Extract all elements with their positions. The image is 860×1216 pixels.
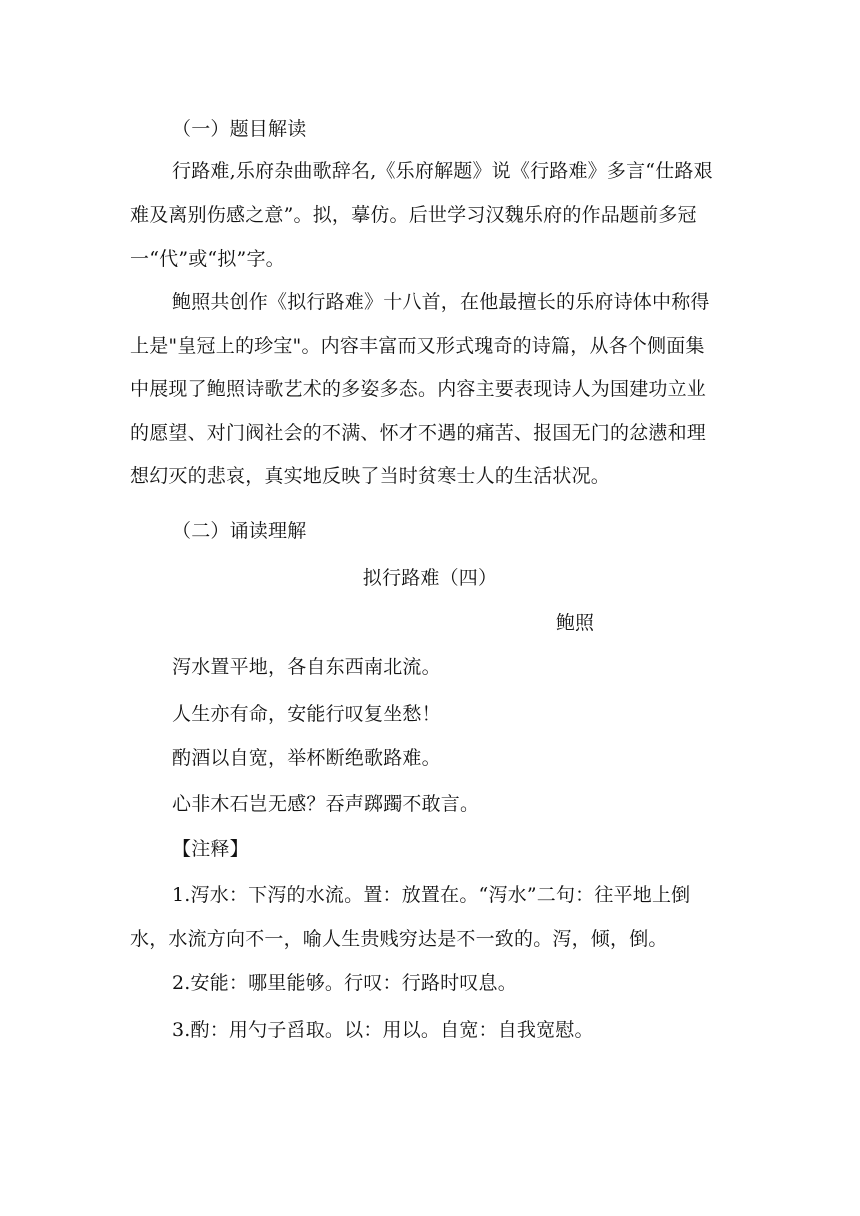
notes-heading: 【注释】 xyxy=(172,838,249,860)
note-line: 1.泻水：下泻的水流。置：放置在。“泻水”二句：往平地上倒 xyxy=(172,884,691,906)
paragraph-2-line: 上是"皇冠上的珍宝"。内容丰富而又形式瑰奇的诗篇，从各个侧面集 xyxy=(130,335,705,357)
note-line: 2.安能：哪里能够。行叹：行路时叹息。 xyxy=(172,972,517,994)
section-heading-1: （一）题目解读 xyxy=(172,118,307,140)
poem-line: 酌酒以自宽，举杯断绝歌路难。 xyxy=(172,747,441,769)
paragraph-2-line: 想幻灭的悲哀，真实地反映了当时贫寒士人的生活状况。 xyxy=(130,465,611,487)
paragraph-1-line: 一“代”或“拟”字。 xyxy=(130,248,285,270)
paragraph-1-line: 行路难,乐府杂曲歌辞名,《乐府解题》说《行路难》多言“仕路艰 xyxy=(172,160,713,182)
paragraph-2-line: 鲍照共创作《拟行路难》十八首，在他最擅长的乐府诗体中称得 xyxy=(172,291,710,313)
paragraph-1-line: 难及离别伤感之意”。拟，摹仿。后世学习汉魏乐府的作品题前多冠 xyxy=(130,204,697,226)
poem-title: 拟行路难（四） xyxy=(362,567,498,589)
poem-line: 人生亦有命，安能行叹复坐愁！ xyxy=(172,703,441,725)
poem-line: 泻水置平地，各自东西南北流。 xyxy=(172,656,441,678)
paragraph-2-line: 中展现了鲍照诗歌艺术的多姿多态。内容主要表现诗人为国建功立业 xyxy=(130,378,707,400)
note-line: 水，水流方向不一，喻人生贵贱穷达是不一致的。泻，倾，倒。 xyxy=(130,928,668,950)
poem-author: 鲍照 xyxy=(556,612,595,634)
section-heading-2: （二）诵读理解 xyxy=(172,520,307,542)
note-line: 3.酌：用勺子舀取。以：用以。自宽：自我宽慰。 xyxy=(172,1019,594,1041)
paragraph-2-line: 的愿望、对门阀社会的不满、怀才不遇的痛苦、报国无门的忿懑和理 xyxy=(130,422,707,444)
poem-line: 心非木石岂无感？吞声踯躅不敢言。 xyxy=(172,793,480,815)
